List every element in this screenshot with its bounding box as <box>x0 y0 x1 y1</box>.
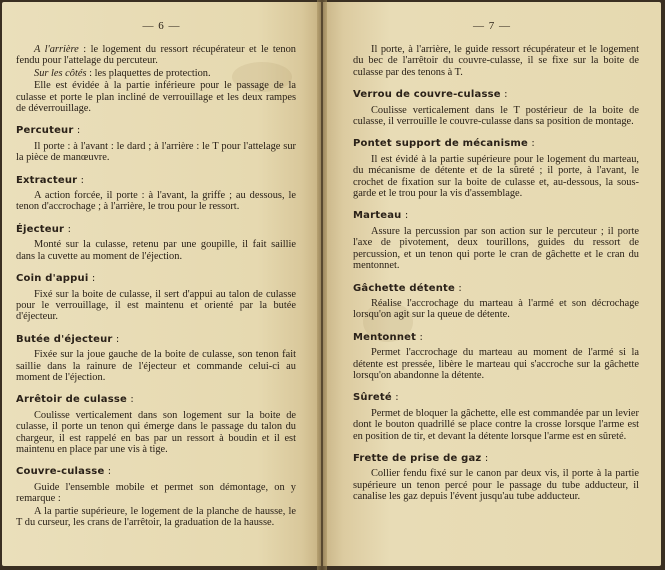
section-paragraph: Fixée sur la joue gauche de la boite de culasse, son tenon fait saillie dans la rainure de l'éjecteur et commande celui-ci au moment de l'éjection. <box>16 349 296 383</box>
section-paragraph: Il porte : à l'avant : le dard ; à l'arrière : le T pour l'attelage sur la pièce de manœuvre. <box>16 140 296 164</box>
section-heading: Sûreté : <box>353 392 399 404</box>
section-heading: Gâchette détente : <box>353 282 462 294</box>
text-column <box>353 44 639 504</box>
section-paragraph: Coulisse verticalement dans le T postérieur de la boite de culasse, il verrouille le couvre-culasse dans sa position de montage. <box>353 104 639 128</box>
page-number: — 7 — <box>473 20 511 32</box>
section-paragraph: Guide l'ensemble mobile et permet son démontage, on y remarque : <box>16 481 296 505</box>
section-heading: Marteau : <box>353 210 409 222</box>
intro-paragraph: Elle est évidée à la partie inférieure pour le passage de la culasse et porte le plan incliné de verrouillage et les deux rampes de déverrouillage. <box>16 80 296 115</box>
book-gutter <box>317 0 327 570</box>
section-paragraph: A action forcée, il porte : à l'avant, la griffe ; au dessous, le tenon d'accrochage ; à l'arrière, le trou pour le ressort. <box>16 190 296 213</box>
section-paragraph: A la partie supérieure, le logement de la planche de hausse, le T du curseur, les crans de l'arrêtoir, la graduation de la hausse. <box>16 505 296 528</box>
section-paragraph: Il est évidé à la partie supérieure pour le logement du marteau, du mécanisme de détente et de la sûreté ; il porte, à l'avant, le crochet de fixation sur la boite de culasse et, au-dessous, la sous-garde et le trou pour la vis d'assemblage. <box>353 153 639 200</box>
section-paragraph: Monté sur la culasse, retenu par une goupille, il fait saillie dans la cuvette au moment de l'éjection. <box>16 239 296 262</box>
section-paragraph: Fixé sur la boite de culasse, il sert d'appui au talon de culasse pour le verrouillage, il est maintenu et orienté par la butée d'éjecteur. <box>16 288 296 323</box>
section-paragraph: Collier fendu fixé sur le canon par deux vis, il porte à la partie supérieure un tenon percé pour le passage du tube adducteur, il canalise les gaz depuis l'évent jusqu'au tube adducteur. <box>353 468 639 503</box>
section-heading: Pontet support de mécanisme : <box>353 138 535 150</box>
intro-paragraph: A l'arrière : le logement du ressort récupérateur et le tenon fendu pour l'attelage du percuteur. <box>16 44 296 67</box>
section-heading: Percuteur : <box>16 125 81 137</box>
intro-paragraph: Il porte, à l'arrière, le guide ressort récupérateur et le logement du bec de l'arrêtoir du couvre-culasse, il se fixe sur la boite de culasse par des tenons à T. <box>353 44 639 78</box>
section-heading: Extracteur : <box>16 174 85 186</box>
right-page <box>323 2 661 566</box>
section-heading: Mentonnet : <box>353 331 424 343</box>
section-heading: Verrou de couvre-culasse : <box>353 89 508 101</box>
section-heading: Butée d'éjecteur : <box>16 333 120 345</box>
left-page <box>2 2 321 566</box>
section-paragraph: Coulisse verticalement dans son logement sur la boite de culasse, il porte un tenon qui émerge dans le passage du talon du chargeur, il est rappelé en bas par un ressort à boudin et il est maintenu en place par une vis à tige. <box>16 409 296 455</box>
section-heading: Coin d'appui : <box>16 273 96 285</box>
section-paragraph: Permet de bloquer la gâchette, elle est commandée par un levier dont le bouton quadrillé se place contre la crosse lorsque l'arme est en position de tir, et devant la détente lorsque l'arme est en sûreté. <box>353 407 639 442</box>
section-heading: Couvre-culasse : <box>16 466 112 478</box>
intro-paragraph: Sur les côtés : les plaquettes de protection. <box>34 67 211 79</box>
section-heading: Frette de prise de gaz : <box>353 452 489 464</box>
section-paragraph: Réalise l'accrochage du marteau à l'armé et son décrochage lorsqu'on agit sur la queue de détente. <box>353 297 639 321</box>
section-paragraph: Permet l'accrochage du marteau au moment de l'armé si la détente est pressée, libère le marteau qui s'accroche sur la gâchette lorsqu'on abandonne la détente. <box>353 347 639 381</box>
page-number: — 6 — <box>142 20 181 32</box>
section-heading: Arrêtoir de culasse : <box>16 394 134 406</box>
section-heading: Éjecteur : <box>16 223 72 235</box>
text-column <box>16 44 296 529</box>
section-paragraph: Assure la percussion par son action sur le percuteur ; il porte l'axe de pivotement, deux tourillons, guides du ressort de percussion, et un tenon qui porte le cran de gâchette et le cran du mentonnet. <box>353 225 639 272</box>
